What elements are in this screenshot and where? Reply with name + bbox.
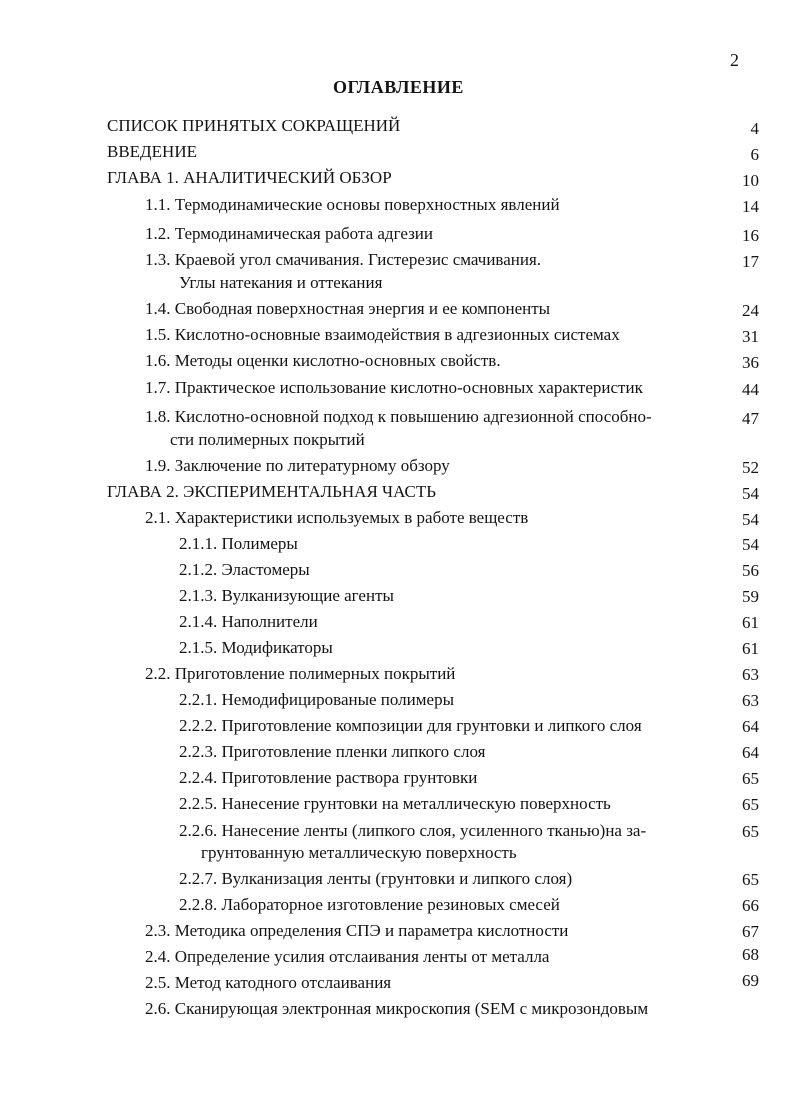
toc-entry-title: 2.4. Определение усилия отслаивания ленты от металла	[145, 947, 550, 966]
toc-entry-page: 61	[742, 639, 759, 658]
toc-entry-title: ВВЕДЕНИЕ	[107, 142, 197, 161]
toc-entry-page: 54	[742, 535, 759, 554]
toc-entry-page: 44	[742, 380, 759, 399]
toc-entry-page: 65	[742, 822, 759, 841]
toc-entry-page: 63	[742, 665, 759, 684]
toc-entry-title: 2.1.4. Наполнители	[179, 612, 318, 631]
toc-entry-page: 56	[742, 561, 759, 580]
toc-entry-continuation: Углы натекания и оттекания	[179, 273, 383, 292]
toc-entry-title: 2.1.2. Эластомеры	[179, 560, 310, 579]
toc-entry-title: 1.4. Свободная поверхностная энергия и ее компоненты	[145, 299, 551, 318]
toc-entry-title: 2.1.1. Полимеры	[179, 534, 298, 553]
toc-entry-page: 10	[742, 171, 759, 190]
toc-entry-page: 59	[742, 587, 759, 606]
toc-entry-title: 1.7. Практическое использование кислотно-основных характеристик	[145, 378, 643, 397]
toc-entry-title: 1.9. Заключение по литературному обзору	[145, 456, 450, 475]
toc-entry-page: 66	[742, 896, 759, 915]
toc-entry-page: 24	[742, 301, 759, 320]
toc-entry-page: 52	[742, 458, 759, 477]
toc-entry-title: 2.1. Характеристики используемых в работе веществ	[145, 508, 529, 527]
toc-entry-title: 1.8. Кислотно-основной подход к повышению адгезионной способно-	[145, 407, 652, 426]
toc-entry-page: 65	[742, 769, 759, 788]
toc-entry-title: 1.1. Термодинамические основы поверхностных явлений	[145, 195, 560, 214]
toc-entry-page: 54	[742, 510, 759, 529]
toc-entry-title: 2.1.3. Вулканизующие агенты	[179, 586, 394, 605]
toc-entry-title: 2.2. Приготовление полимерных покрытий	[145, 664, 456, 683]
toc-entry-title: 2.6. Сканирующая электронная микроскопия (SEM с микрозондовым	[145, 999, 649, 1018]
toc-entry-page: 65	[742, 870, 759, 889]
toc-entry-title: 1.6. Методы оценки кислотно-основных свойств.	[145, 351, 501, 370]
toc-entry-title: ГЛАВА 1. АНАЛИТИЧЕСКИЙ ОБЗОР	[107, 168, 392, 187]
toc-entry-page: 69	[742, 971, 759, 990]
toc-entry-page: 61	[742, 613, 759, 632]
toc-entry-title: 1.2. Термодинамическая работа адгезии	[145, 224, 433, 243]
toc-entry-title: 2.2.6. Нанесение ленты (липкого слоя, усиленного тканью)на за-	[179, 821, 647, 840]
toc-entry-title: 1.3. Краевой угол смачивания. Гистерезис смачивания.	[145, 250, 542, 269]
toc-entry-page: 14	[742, 197, 759, 216]
toc-entry-title: 2.5. Метод катодного отслаивания	[145, 973, 392, 992]
toc-entry-page: 6	[750, 145, 759, 164]
toc-entry-title: 2.2.8. Лабораторное изготовление резиновых смесей	[179, 895, 560, 914]
toc-entry-title: 2.2.1. Немодифицированые полимеры	[179, 690, 454, 709]
toc-entry-page: 54	[742, 484, 759, 503]
toc-entry-page: 65	[742, 795, 759, 814]
toc-entry-page: 63	[742, 691, 759, 710]
toc-entry-page: 36	[742, 353, 759, 372]
toc-entry-title: СПИСОК ПРИНЯТЫХ СОКРАЩЕНИЙ	[107, 116, 401, 135]
toc-entry-title: 2.2.3. Приготовление пленки липкого слоя	[179, 742, 486, 761]
toc-entry-page: 4	[750, 119, 759, 138]
toc-entry-title: 2.2.7. Вулканизация ленты (грунтовки и липкого слоя)	[179, 869, 573, 888]
toc-entry-page: 68	[742, 945, 759, 964]
toc-entry-title: ГЛАВА 2. ЭКСПЕРИМЕНТАЛЬНАЯ ЧАСТЬ	[107, 482, 437, 501]
toc-entry-continuation: грунтованную металлическую поверхность	[201, 843, 517, 862]
toc-entry-title: 2.1.5. Модификаторы	[179, 638, 333, 657]
toc-entry-page: 64	[742, 717, 759, 736]
toc-entry-page: 16	[742, 226, 759, 245]
toc-entry-page: 17	[742, 252, 759, 271]
toc-entry-title: 2.3. Методика определения СПЭ и параметра кислотности	[145, 921, 569, 940]
toc-entry-page: 47	[742, 409, 759, 428]
toc-entry-page: 67	[742, 922, 759, 941]
toc-entry-continuation: сти полимерных покрытий	[170, 430, 365, 449]
toc-entry-page: 64	[742, 743, 759, 762]
toc-entry-title: 2.2.4. Приготовление раствора грунтовки	[179, 768, 478, 787]
toc-entry-title: 2.2.5. Нанесение грунтовки на металлическую поверхность	[179, 794, 611, 813]
page-title: ОГЛАВЛЕНИЕ	[333, 77, 464, 97]
toc-entry-title: 1.5. Кислотно-основные взаимодействия в адгезионных системах	[145, 325, 620, 344]
toc-entry-title: 2.2.2. Приготовление композиции для грунтовки и липкого слоя	[179, 716, 642, 735]
page-number: 2	[730, 50, 739, 70]
toc-entry-page: 31	[742, 327, 759, 346]
